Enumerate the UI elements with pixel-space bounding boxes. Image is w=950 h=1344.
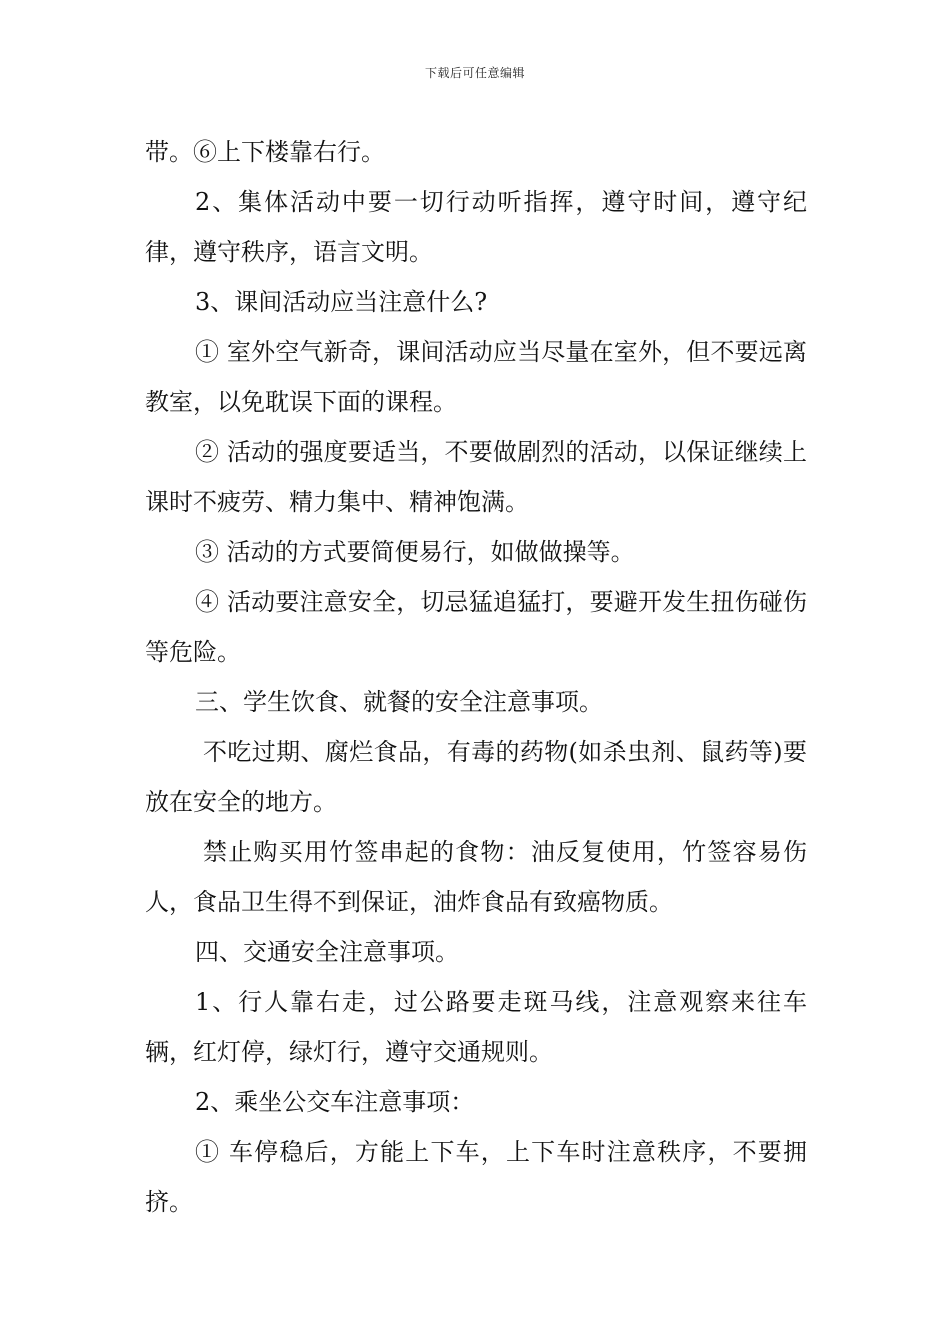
paragraph-recess-item-1: ① 室外空气新奇，课间活动应当尽量在室外，但不要远离教室，以免耽误下面的课程。 — [145, 338, 807, 416]
section-heading-food-safety: 三、学生饮食、就餐的安全注意事项。 — [195, 688, 603, 716]
section-heading-traffic-safety: 四、交通安全注意事项。 — [195, 938, 459, 966]
paragraph-bus-item-1: ① 车停稳后，方能上下车，上下车时注意秩序，不要拥挤。 — [145, 1138, 807, 1216]
paragraph-traffic-bus: 2、乘坐公交车注意事项： — [195, 1088, 475, 1116]
paragraph-recess-question: 3、课间活动应当注意什么? — [195, 288, 488, 316]
paragraph-recess-item-3: ③ 活动的方式要简便易行，如做做操等。 — [195, 538, 635, 566]
paragraph-recess-item-4: ④ 活动要注意安全，切忌猛追猛打，要避开发生扭伤碰伤等危险。 — [145, 588, 807, 666]
paragraph-food-expired: 不吃过期、腐烂食品，有毒的药物(如杀虫剂、鼠药等)要放在安全的地方。 — [145, 738, 807, 816]
paragraph-traffic-pedestrian: 1、行人靠右走，过公路要走斑马线，注意观察来往车辆，红灯停，绿灯行，遵守交通规则。 — [145, 988, 807, 1066]
document-body — [145, 127, 807, 1227]
page-header: 下载后可任意编辑 — [424, 66, 525, 80]
paragraph-continuation: 带。⑥上下楼靠右行。 — [145, 138, 385, 166]
paragraph-collective-activity: 2、集体活动中要一切行动听指挥，遵守时间，遵守纪律，遵守秩序，语言文明。 — [145, 188, 807, 266]
paragraph-recess-item-2: ② 活动的强度要适当，不要做剧烈的活动，以保证继续上课时不疲劳、精力集中、精神饱满。 — [145, 438, 807, 516]
paragraph-food-skewers: 禁止购买用竹签串起的食物：油反复使用，竹签容易伤人，食品卫生得不到保证，油炸食品有致癌物质。 — [145, 838, 807, 916]
